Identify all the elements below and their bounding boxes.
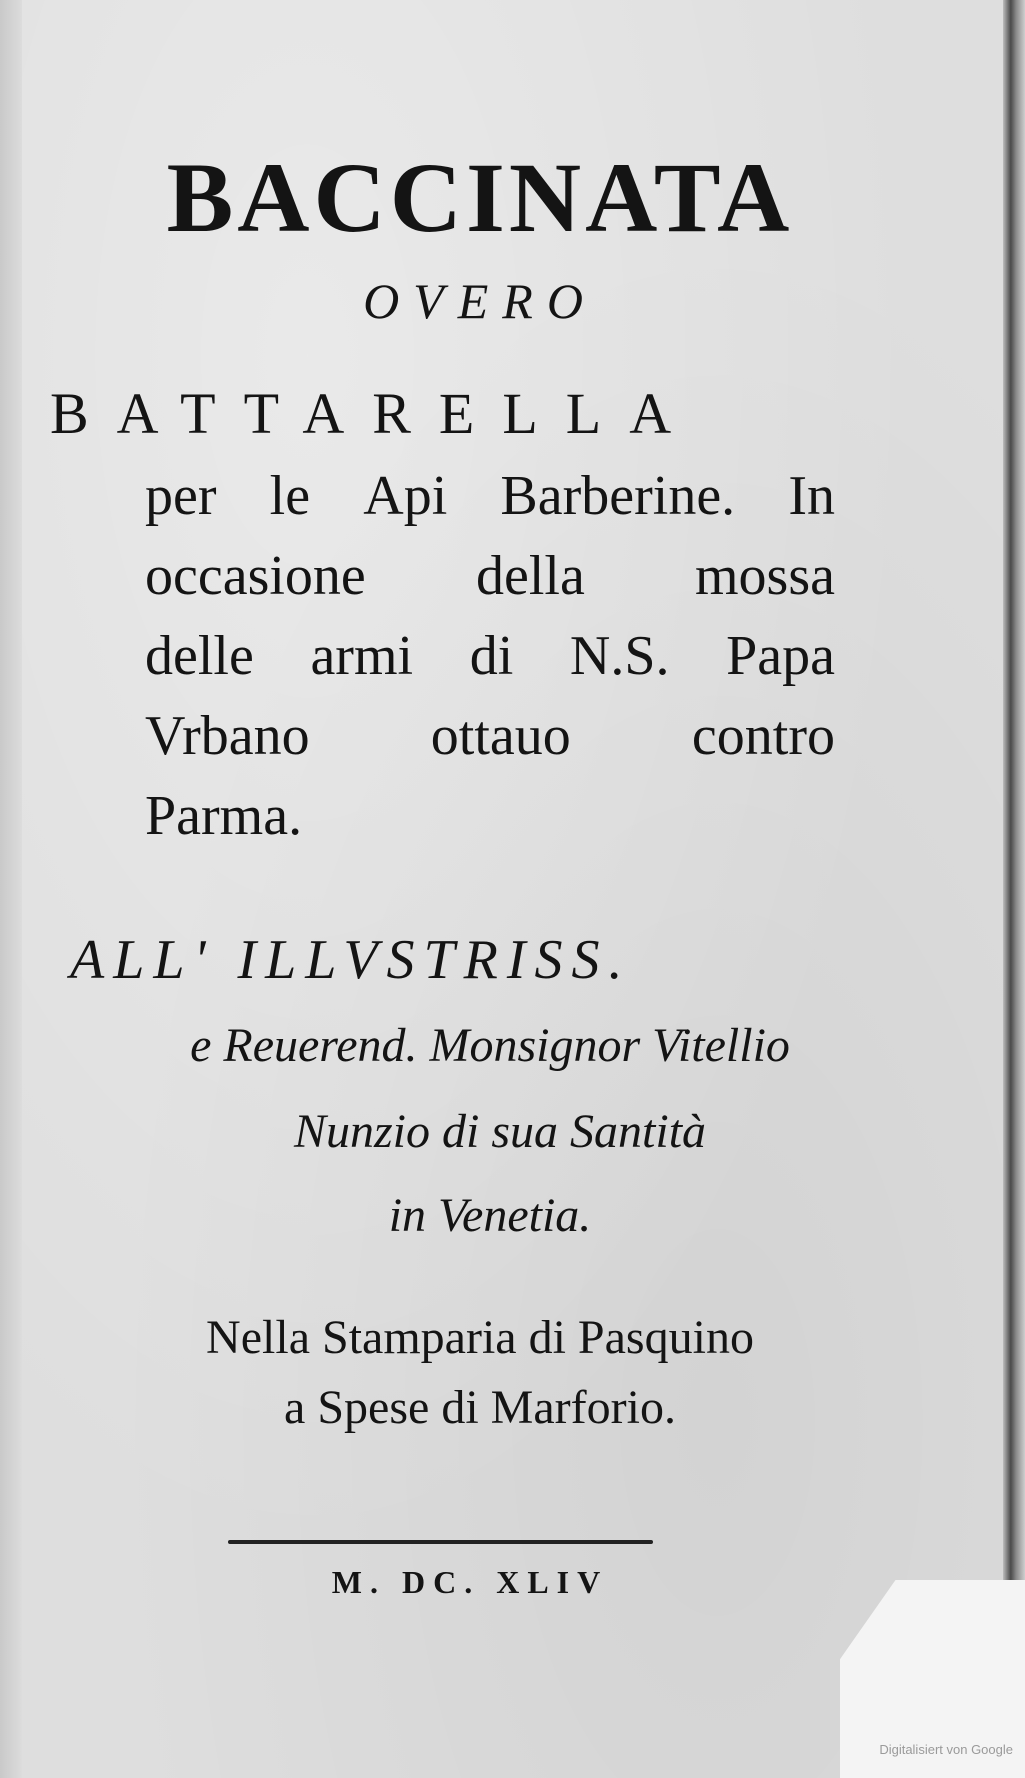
body-line-2 (145, 544, 835, 608)
title-main: BACCINATA (166, 142, 794, 253)
horizontal-rule (228, 1540, 653, 1544)
title-battarella: BATTARELLA (50, 381, 700, 446)
dedication-line-2: e Reuerend. Monsignor Vitellio (190, 1019, 790, 1072)
body-word: contro (691, 705, 835, 767)
body-word: di (469, 625, 514, 687)
body-word: ottauo (430, 705, 571, 767)
imprint-line-2: a Spese di Marforio. (284, 1381, 676, 1434)
body-word: della (475, 545, 585, 607)
body-word: occasione (145, 545, 366, 607)
body-word: armi (310, 625, 414, 687)
digitization-watermark: Digitalisiert von Google (879, 1742, 1013, 1757)
dedication-line-4: in Venetia. (388, 1189, 592, 1242)
publication-date: M. DC. XLIV (331, 1564, 609, 1600)
body-word: Vrbano (145, 705, 310, 767)
page-left-edge (0, 0, 22, 1778)
title-ouero: OVERO (363, 273, 597, 329)
body-word: Papa (726, 625, 835, 687)
body-word: N.S. (569, 625, 670, 687)
body-word: le (269, 465, 311, 527)
body-word: mossa (694, 545, 835, 607)
body-line-4 (145, 704, 835, 768)
body-line-3 (145, 624, 835, 688)
body-line-5 (145, 784, 835, 848)
dedication-line-3: Nunzio di sua Santità (293, 1105, 707, 1158)
body-word: per (145, 465, 217, 527)
imprint-line-1: Nella Stamparia di Pasquino (206, 1311, 754, 1364)
body-word: delle (145, 625, 254, 687)
body-word: Barberine. (500, 465, 736, 527)
body-word: Api (363, 465, 448, 527)
body-line-1 (145, 464, 835, 528)
body-word: Parma. (145, 785, 303, 847)
book-spine-edge (1003, 0, 1025, 1580)
body-word: In (788, 465, 835, 527)
dedication-line-1: ALL' ILLVSTRISS. (70, 929, 632, 991)
